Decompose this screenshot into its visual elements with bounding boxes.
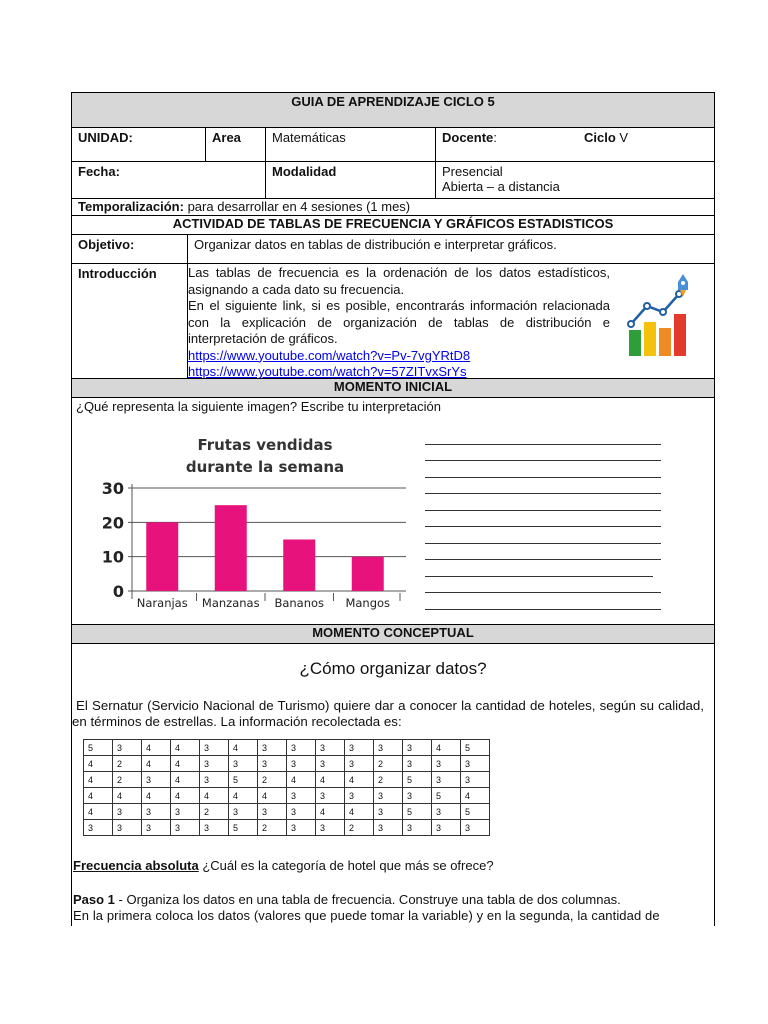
table-cell: 4 — [84, 756, 113, 772]
table-cell: 4 — [316, 804, 345, 820]
answer-line[interactable] — [425, 510, 661, 511]
table-cell: 4 — [461, 788, 490, 804]
area-label: Area — [206, 128, 266, 161]
table-cell: 4 — [316, 772, 345, 788]
table-cell: 4 — [200, 788, 229, 804]
answer-line[interactable] — [425, 460, 661, 461]
objetivo-label: Objetivo: — [72, 235, 188, 263]
table-row — [84, 804, 490, 820]
momento-conceptual-body — [72, 644, 714, 926]
table-cell: 4 — [229, 788, 258, 804]
paso-label: Paso 1 — [73, 892, 115, 907]
answer-line[interactable] — [425, 576, 653, 577]
modalidad-distancia: Abierta – a distancia — [442, 179, 560, 194]
table-cell: 2 — [345, 820, 374, 836]
introduccion-label: Introducción — [72, 264, 188, 378]
table-cell: 3 — [461, 820, 490, 836]
bar — [146, 522, 178, 591]
objetivo-text: Organizar datos en tablas de distribución e interpretar gráficos. — [194, 237, 557, 252]
y-tick-label: 0 — [112, 582, 124, 601]
table-cell: 4 — [84, 804, 113, 820]
fecha-label: Fecha: — [72, 162, 266, 198]
temporalizacion-value: para desarrollar en 4 sesiones (1 mes) — [187, 199, 411, 214]
ciclo-group — [584, 130, 628, 145]
table-cell: 4 — [113, 788, 142, 804]
table-cell: 2 — [258, 772, 287, 788]
table-cell: 2 — [374, 772, 403, 788]
table-cell: 3 — [432, 772, 461, 788]
table-cell: 3 — [403, 820, 432, 836]
table-cell: 2 — [258, 820, 287, 836]
hotel-data-table — [83, 739, 490, 836]
table-cell: 2 — [113, 756, 142, 772]
table-cell: 4 — [229, 740, 258, 756]
table-cell: 5 — [403, 804, 432, 820]
table-cell: 3 — [287, 756, 316, 772]
table-cell: 3 — [113, 804, 142, 820]
fruit-bar-chart — [84, 426, 424, 616]
x-tick-label: Manzanas — [201, 596, 260, 610]
temporalizacion-row — [72, 199, 714, 216]
frecuencia-row — [73, 858, 494, 873]
table-cell: 3 — [345, 756, 374, 772]
bar — [352, 557, 384, 591]
frecuencia-question: ¿Cuál es la categoría de hotel que más se ofrece? — [202, 858, 494, 873]
unidad-label: UNIDAD: — [72, 128, 206, 161]
ciclo-value: V — [619, 130, 629, 145]
docente-colon: : — [493, 130, 497, 145]
table-cell: 3 — [374, 788, 403, 804]
answer-line[interactable] — [425, 559, 661, 560]
table-cell: 2 — [113, 772, 142, 788]
table-cell: 3 — [432, 820, 461, 836]
table-row — [84, 756, 490, 772]
paso-text-2: En la primera coloca los datos (valores que puede tomar la variable) y en la segunda, la cantidad de — [73, 908, 660, 923]
intro-text-1: Las tablas de frecuencia es la ordenación de los datos estadísticos, asignando a cada dato su frecuencia. — [188, 265, 610, 297]
table-cell: 5 — [84, 740, 113, 756]
objetivo-row — [72, 235, 714, 264]
table-row — [84, 820, 490, 836]
table-cell: 3 — [113, 740, 142, 756]
x-tick-label: Bananos — [274, 596, 325, 610]
chart-title-line1: Frutas vendidas — [197, 436, 333, 454]
table-cell: 3 — [403, 756, 432, 772]
table-cell: 5 — [461, 740, 490, 756]
momento-conceptual-title: MOMENTO CONCEPTUAL — [72, 625, 714, 644]
table-cell: 4 — [258, 788, 287, 804]
table-cell: 3 — [287, 740, 316, 756]
table-cell: 3 — [200, 820, 229, 836]
modalidad-presencial: Presencial — [442, 164, 503, 179]
docente-label: Docente — [442, 130, 494, 145]
guide-title-row — [72, 93, 714, 128]
paso-text: - Organiza los datos en una tabla de frecuencia. Construye una tabla de dos columnas. — [114, 892, 621, 907]
guide-title: GUIA DE APRENDIZAJE CICLO 5 — [291, 94, 495, 109]
table-cell: 3 — [461, 756, 490, 772]
table-cell: 3 — [316, 820, 345, 836]
paso-1 — [73, 892, 713, 907]
table-cell: 4 — [171, 772, 200, 788]
table-cell: 3 — [84, 820, 113, 836]
y-tick-label: 30 — [101, 479, 124, 498]
modalidad-label: Modalidad — [266, 162, 436, 198]
table-cell: 4 — [345, 772, 374, 788]
table-cell: 3 — [287, 804, 316, 820]
table-cell: 5 — [432, 788, 461, 804]
table-cell: 3 — [258, 756, 287, 772]
table-cell: 3 — [200, 740, 229, 756]
conceptual-paragraph: El Sernatur (Servicio Nacional de Turismo) quiere dar a conocer la cantidad de hoteles, según su calidad, en términos de estrellas. La información recolectada es: — [72, 698, 704, 729]
modalidad-value — [436, 162, 714, 198]
table-cell: 2 — [374, 756, 403, 772]
introduccion-row — [72, 264, 714, 379]
table-cell: 4 — [287, 772, 316, 788]
conceptual-heading: ¿Cómo organizar datos? — [299, 659, 487, 678]
x-tick-label: Naranjas — [136, 596, 188, 610]
table-cell: 3 — [374, 804, 403, 820]
answer-line[interactable] — [425, 477, 661, 478]
table-cell: 3 — [258, 804, 287, 820]
table-cell: 3 — [432, 756, 461, 772]
table-cell: 3 — [200, 756, 229, 772]
table-cell: 5 — [403, 772, 432, 788]
table-cell: 4 — [84, 788, 113, 804]
answer-line[interactable] — [425, 543, 661, 544]
table-cell: 2 — [200, 804, 229, 820]
table-cell: 3 — [316, 740, 345, 756]
table-cell: 3 — [229, 804, 258, 820]
table-cell: 3 — [142, 820, 171, 836]
y-tick-label: 10 — [101, 547, 124, 567]
table-cell: 3 — [374, 740, 403, 756]
momento-inicial-question: ¿Qué representa la siguiente imagen? Escribe tu interpretación — [76, 399, 441, 414]
table-cell: 4 — [142, 740, 171, 756]
table-cell: 3 — [287, 820, 316, 836]
table-cell: 4 — [142, 756, 171, 772]
momento-inicial-title: MOMENTO INICIAL — [72, 379, 714, 398]
bar — [215, 505, 247, 591]
table-row — [84, 740, 490, 756]
y-tick-label: 20 — [101, 513, 124, 533]
answer-line[interactable] — [425, 493, 661, 494]
intro-text-2: En el siguiente link, si es posible, encontrarás información relacionada con la explicación de organización de tablas de distribución e interpretación de gráficos. — [188, 298, 610, 346]
x-tick-label: Mangos — [345, 596, 391, 610]
table-row — [84, 788, 490, 804]
table-cell: 3 — [461, 772, 490, 788]
answer-line[interactable] — [425, 609, 661, 610]
table-cell: 3 — [403, 788, 432, 804]
table-cell: 3 — [316, 756, 345, 772]
table-cell: 4 — [171, 756, 200, 772]
bar — [283, 540, 315, 592]
table-cell: 3 — [113, 820, 142, 836]
table-cell: 3 — [229, 756, 258, 772]
activity-title: ACTIVIDAD DE TABLAS DE FRECUENCIA Y GRÁFICOS ESTADISTICOS — [72, 216, 714, 235]
table-cell: 3 — [432, 804, 461, 820]
temporalizacion-label: Temporalización: — [78, 199, 184, 214]
table-cell: 5 — [461, 804, 490, 820]
table-cell: 4 — [171, 788, 200, 804]
docente-cell — [436, 128, 714, 161]
ciclo-label: Ciclo — [584, 130, 616, 145]
table-cell: 3 — [171, 820, 200, 836]
growth-chart-rocket-icon — [625, 272, 697, 358]
area-value: Matemáticas — [266, 128, 436, 161]
table-cell: 3 — [374, 820, 403, 836]
table-cell: 4 — [171, 740, 200, 756]
answer-line[interactable] — [425, 526, 661, 527]
unidad-row — [72, 128, 714, 162]
table-cell: 3 — [258, 740, 287, 756]
table-cell: 4 — [432, 740, 461, 756]
table-cell: 3 — [345, 740, 374, 756]
table-cell: 4 — [84, 772, 113, 788]
answer-line[interactable] — [425, 444, 661, 445]
table-cell: 4 — [345, 804, 374, 820]
answer-line[interactable] — [425, 592, 661, 593]
frecuencia-label: Frecuencia absoluta — [73, 858, 199, 873]
video-link-2[interactable]: https://www.youtube.com/watch?v=57ZITvxSrYs — [188, 364, 467, 379]
chart-title-line2: durante la semana — [185, 458, 345, 476]
table-cell: 3 — [142, 804, 171, 820]
table-cell: 5 — [229, 772, 258, 788]
table-cell: 3 — [200, 772, 229, 788]
momento-inicial-body — [72, 398, 714, 625]
table-cell: 3 — [316, 788, 345, 804]
table-cell: 3 — [345, 788, 374, 804]
table-cell: 3 — [287, 788, 316, 804]
table-cell: 5 — [229, 820, 258, 836]
worksheet — [71, 92, 715, 926]
introduccion-body — [188, 264, 714, 378]
table-cell: 4 — [142, 788, 171, 804]
fecha-row — [72, 162, 714, 199]
table-row — [84, 772, 490, 788]
table-cell: 3 — [171, 804, 200, 820]
table-cell: 3 — [403, 740, 432, 756]
video-link-1[interactable]: https://www.youtube.com/watch?v=Pv-7vgYRtD8 — [188, 347, 471, 363]
table-cell: 3 — [142, 772, 171, 788]
